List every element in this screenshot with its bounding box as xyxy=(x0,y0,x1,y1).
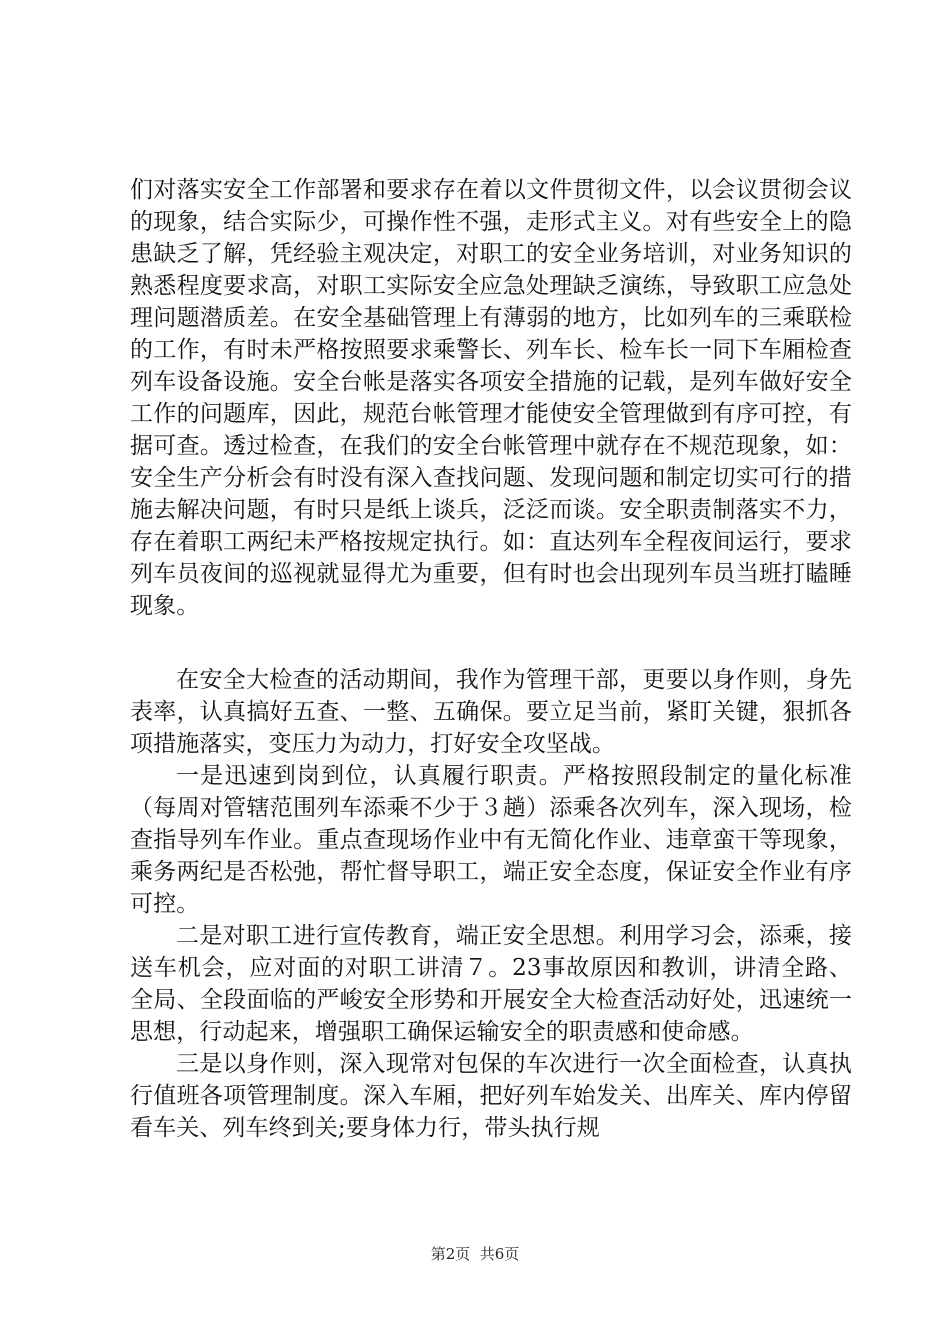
paragraph-intro: 在安全大检查的活动期间，我作为管理干部，更要以身作则，身先表率，认真搞好五查、一整、五确保。要立足当前，紧盯关键，狠抓各项措施落实，变压力为动力，打好安全攻坚战。 xyxy=(130,667,852,757)
paragraph-continued: 们对落实安全工作部署和要求存在着以文件贯彻文件，以会议贯彻会议的现象，结合实际少，可操作性不强，走形式主义。对有些安全上的隐患缺乏了解，凭经验主观决定，对职工的安全业务培训，对业务知识的熟悉程度要求高，对职工实际安全应急处理缺乏演练，导致职工应急处理问题潜质差。在安全基础管理上有薄弱的地方，比如列车的三乘联检的工作，有时未严格按照要求乘警长、列车长、检车长一同下车厢检查列车设备设施。安全台帐是落实各项安全措施的记载，是列车做好安全工作的问题库，因此，规范台帐管理才能使安全管理做到有序可控，有据可查。透过检查，在我们的安全台帐管理中就存在不规范现象，如：安全生产分析会有时没有深入查找问题、发现问题和制定切实可行的措施去解决问题，有时只是纸上谈兵，泛泛而谈。安全职责制落实不力，存在着职工两纪未严格按规定执行。如：直达列车全程夜间运行，要求列车员夜间的巡视就显得尤为重要，但有时也会出现列车员当班打瞌睡现象。 xyxy=(130,177,852,619)
paragraph-point-one: 一是迅速到岗到位，认真履行职责。严格按照段制定的量化标准（每周对管辖范围列车添乘不少于３趟）添乘各次列车，深入现场，检查指导列车作业。重点查现场作业中有无简化作业、违章蛮干等现象，乘务两纪是否松弛，帮忙督导职工，端正安全态度，保证安全作业有序可控。 xyxy=(130,763,852,917)
paragraph-point-two: 二是对职工进行宣传教育，端正安全思想。利用学习会，添乘，接送车机会，应对面的对职工讲清７。23事故原因和教训，讲清全路、全局、全段面临的严峻安全形势和开展安全大检查活动好处，迅速统一思想，行动起来，增强职工确保运输安全的职责感和使命感。 xyxy=(130,923,852,1045)
body-text-bottom xyxy=(130,664,852,1144)
page-number-footer: 第2页 共6页 xyxy=(430,1245,520,1263)
paragraph-point-three: 三是以身作则，深入现常对包保的车次进行一次全面检查，认真执行值班各项管理制度。深入车厢，把好列车始发关、出库关、库内停留看车关、列车终到关;要身体力行，带头执行规 xyxy=(130,1051,852,1141)
body-text-top xyxy=(130,174,852,622)
